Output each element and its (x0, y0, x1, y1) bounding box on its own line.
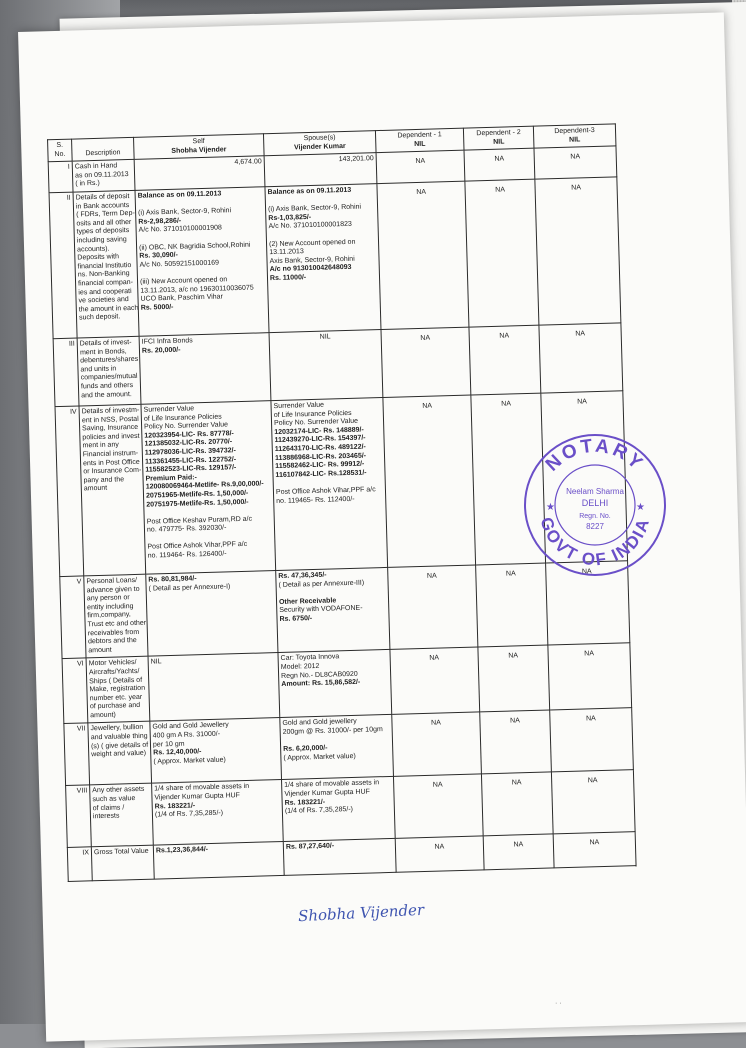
desc-line: Financial instrum- (82, 449, 139, 459)
stamp-reg: Regn. No. (579, 513, 611, 520)
self-line: NIL (150, 658, 162, 666)
desc-line: osits and all other (76, 218, 132, 228)
dep3-value: NA (584, 650, 595, 658)
desc-line: Saving, Insurance (82, 424, 139, 433)
spouse-line: 12032174-LIC- Rs. 148889/- (274, 426, 364, 436)
self-line: (i) Axis Bank, Sector-9, Rohini (138, 207, 232, 217)
self-line: 4,674.00 (234, 158, 262, 167)
self-line: 112978036-LIC-Rs. 394732/- (144, 447, 236, 457)
dep2-value: NA (513, 841, 524, 850)
spouse-line: Car: Toyota Innova (280, 653, 340, 663)
self-line: ( Approx. Market value) (153, 756, 226, 766)
cell-self (153, 842, 284, 880)
spouse-line: 112643170-LIC-Rs. 489122/- (274, 443, 366, 453)
header-dependent-2: Dependent - 2 NIL (463, 126, 534, 150)
sno-text: V (76, 578, 82, 586)
cell-dep1 (395, 836, 484, 872)
dep3-value: NA (581, 568, 592, 576)
desc-line: Aircrafts/Yachts/ (88, 667, 140, 677)
self-line: Surrender Value (143, 405, 195, 414)
sno-text: VI (76, 660, 84, 668)
self-line: 113361455-LIC-Rs. 122752/- (144, 455, 237, 466)
desc-line: funds and others (80, 381, 134, 391)
desc-line: Deposits with (77, 253, 120, 262)
desc-line: amount) (90, 711, 116, 720)
dep2-value: NA (511, 779, 522, 788)
desc-line: in Bank accounts (75, 201, 130, 211)
self-line: Rs. 183221/- (154, 802, 196, 811)
self-line: Gold and Gold Jewellery (152, 721, 229, 732)
desc-line: Details of invest- (79, 338, 132, 348)
self-line: 1/4 share of movable assets in (154, 783, 250, 794)
cell-sno (66, 785, 92, 848)
cell-self (141, 401, 276, 575)
cell-spouse (278, 650, 392, 718)
spouse-line: Policy No. Surrender Value (273, 417, 359, 428)
spouse-line: Post Office Ashok Vihar,PPF a/c (275, 486, 376, 496)
header-self: Self Shobha Vijender (134, 134, 265, 160)
desc-line: ve societies and (78, 296, 129, 305)
desc-line: ents in Post Office (83, 458, 140, 467)
spouse-line: ( Approx. Market value) (283, 752, 356, 762)
cell-dep3 (539, 323, 623, 393)
self-line: 13.11.2013, a/c no 19630110036075 (140, 284, 254, 295)
cell-dep3 (550, 708, 634, 772)
desc-line: entity including (87, 602, 134, 612)
sno-text: VIII (76, 787, 88, 796)
dep2-value: NA (494, 155, 505, 163)
desc-line: financial Institutio (77, 261, 132, 271)
dep3-value: NA (575, 330, 586, 338)
self-line: 120080069464-Metlife- Rs.9,00,000/- (145, 480, 264, 491)
spouse-line: 1/4 share of movable assets in (284, 779, 380, 790)
cell-description (73, 190, 139, 338)
stamp-top-text: NOTARY (541, 435, 649, 476)
cell-spouse (265, 184, 381, 333)
spouse-line: 13.11.2013 (269, 248, 304, 257)
desc-line: ment in any (82, 441, 119, 450)
desc-line: ns. Non-Banking (77, 270, 130, 279)
dep2-value: NA (495, 186, 506, 194)
self-line: Premium Paid:- (145, 473, 198, 483)
dep1-value: NA (416, 188, 427, 196)
self-line: Post Office Keshav Puram,RD a/c (146, 515, 253, 526)
cell-sno (62, 658, 88, 724)
spouse-line: NIL (319, 333, 331, 341)
page-mark: · · (555, 1000, 562, 1007)
spouse-line: no. 119465- Rs. 112400/- (276, 495, 355, 505)
cell-dep3 (535, 177, 621, 325)
cell-spouse (282, 777, 396, 842)
sno-text: VII (76, 725, 86, 734)
cell-spouse (276, 567, 390, 652)
spouse-line: Rs. 6,20,000/- (283, 744, 328, 754)
spouse-line: 116107842-LIC- Rs.128531/- (275, 469, 367, 479)
stamp-name: Neelam Sharma (566, 487, 624, 496)
self-line: ( Detail as per Annexure-I) (148, 582, 231, 593)
cell-dep1 (377, 181, 469, 329)
spouse-line: 200gm @ Rs. 31000/- per 10gm (282, 726, 383, 736)
desc-line: debentures/shares (80, 355, 139, 365)
self-line: 20751975-Metlife-Rs. 1,50,000/- (146, 498, 249, 509)
cell-dep1 (383, 395, 476, 567)
header-dependent-1: Dependent - 1 NIL (375, 128, 464, 153)
desc-line: firm,company, (87, 611, 131, 620)
self-line: (1/4 of Rs. 7,35,285/-) (154, 809, 224, 819)
cell-dep2 (464, 148, 535, 181)
cell-description (84, 574, 148, 658)
self-line: Policy No. Surrender Value (144, 421, 229, 431)
desc-line: accounts). (77, 245, 110, 254)
desc-line: of claims / (92, 804, 125, 812)
cell-dep2 (478, 645, 550, 712)
self-line: 121385032-LIC-Rs. 20770/- (144, 438, 233, 449)
spouse-line: Other Receivable (278, 597, 337, 606)
self-line: 400 gm A Rs. 31000/- (152, 730, 221, 740)
self-line: A/c No. 371010100001908 (138, 224, 222, 235)
spouse-line: Rs. 6750/- (279, 615, 313, 623)
dep1-value: NA (431, 719, 441, 728)
cell-description (79, 404, 146, 576)
self-line: 120323954-LIC- Rs. 87778/- (144, 429, 234, 440)
dep1-value: NA (426, 572, 437, 580)
dep2-value: NA (501, 400, 512, 408)
desc-line: amount (88, 646, 112, 655)
spouse-line: (1/4 of Rs. 7,35,285/-) (284, 806, 354, 816)
desc-line: as on 09.11.2013 (74, 170, 129, 180)
self-line: 20751965-Metlife-Rs. 1,50,000/- (145, 489, 249, 500)
self-line: Balance as on 09.11.2013 (137, 190, 222, 200)
self-line: Rs. 20,000/- (141, 346, 181, 355)
signature: Shobha Vijender (297, 900, 425, 926)
stamp-star-right-icon: ★ (636, 502, 645, 513)
desc-line: the amount in each (78, 304, 139, 314)
desc-line: interests (92, 812, 120, 821)
cell-sno (67, 847, 92, 882)
cell-dep2 (481, 772, 553, 836)
cell-dep3 (548, 643, 632, 710)
dep3-value: NA (571, 184, 582, 192)
desc-line: such deposit. (78, 313, 121, 322)
cell-dep1 (376, 150, 465, 183)
spouse-line: 112439270-LIC-Rs. 154397/- (274, 434, 366, 445)
desc-line: Motor Vehicles/ (88, 659, 137, 668)
desc-line: such as value (92, 795, 136, 804)
self-line: per 10 gm (152, 740, 185, 749)
spouse-line: (i) Axis Bank, Sector-9, Rohini (267, 203, 362, 214)
cell-description (91, 846, 154, 882)
cell-self (146, 571, 278, 657)
desc-line: ( in Rs.) (75, 180, 100, 188)
spouse-line: Rs-1,03,825/- (268, 213, 312, 222)
dep3-value: NA (589, 839, 600, 847)
dep2-value: NA (505, 570, 516, 578)
dep1-value: NA (434, 843, 445, 852)
spouse-line: Axis Bank, Sector-9, Rohini (269, 255, 355, 265)
sno-text: III (68, 340, 75, 348)
self-line: Vijender Kumar Gupta HUF (154, 792, 241, 802)
cell-dep1 (392, 712, 482, 776)
spouse-line: A/c no 913010042648093 (269, 264, 352, 274)
spouse-line: 143,201.00 (338, 155, 374, 164)
self-line: (ii) OBC, NK Bagridia School,Rohini (139, 241, 251, 252)
desc-line: types of deposits (76, 227, 130, 236)
dep2-value: NA (499, 332, 510, 340)
cell-spouse (271, 397, 388, 570)
dep3-value: NA (587, 777, 598, 785)
self-line: 115582523-LIC-Rs. 129157/- (145, 464, 237, 474)
desc-line: policies and invest (82, 432, 140, 442)
notary-stamp (520, 430, 670, 580)
spouse-line: 113886968-LIC-Rs. 203465/- (274, 452, 367, 462)
cell-dep1 (390, 647, 480, 715)
header-description: Description (72, 137, 135, 161)
desc-line: weight and value) (91, 750, 147, 759)
desc-line: financial compan- (77, 278, 134, 288)
desc-line: or Insurance Com- (83, 466, 142, 476)
spouse-line: Rs. 183221/- (284, 798, 326, 807)
desc-line: ment in Bonds, (79, 347, 127, 357)
self-line: Post Office Ashok Vihar,PPF a/c (147, 541, 248, 552)
desc-line: receivables from (87, 628, 140, 637)
table-row (49, 177, 621, 339)
desc-line: Any other assets (92, 786, 145, 795)
cell-dep1 (381, 327, 471, 397)
sno-text: IV (69, 408, 77, 416)
cell-dep2 (483, 834, 554, 870)
spouse-line: A/c No. 371010100001823 (268, 221, 352, 231)
desc-line: ies and cooperati (78, 287, 132, 296)
desc-line: Personal Loans/ (86, 576, 138, 586)
spouse-line: Amount: Rs. 15,86,582/- (281, 678, 361, 689)
spouse-line: Balance as on 09.11.2013 (267, 186, 352, 197)
cell-sno (60, 576, 86, 659)
self-line: A/c No. 50592151000169 (139, 259, 220, 269)
desc-line: Ships ( Details of (89, 676, 143, 685)
self-line: IFCI Infra Bonds (141, 337, 193, 346)
dep1-value: NA (422, 402, 433, 410)
dep1-value: NA (429, 654, 440, 663)
desc-line: ( FDRs, Term Dep- (76, 210, 135, 219)
cell-spouse (280, 715, 394, 780)
desc-line: ent in NSS, Postal (81, 415, 139, 424)
cell-self (139, 333, 271, 405)
cell-sno (64, 723, 90, 786)
self-line: Rs. 30,090/- (139, 251, 178, 260)
stamp-number: 8227 (586, 522, 604, 531)
desc-line: Cash in Hand (74, 162, 118, 171)
cell-self (152, 780, 284, 846)
cell-description (88, 722, 152, 786)
desc-line: Trust etc and other (87, 619, 147, 629)
header-sno: S. No. (48, 139, 73, 162)
self-line: UCO Bank, Paschim Vihar (140, 293, 223, 303)
desc-line: and units in (80, 365, 117, 374)
dep2-value: NA (510, 717, 520, 726)
self-line: Rs.1,23,36,844/- (155, 846, 209, 855)
self-line: Rs. 5000/- (140, 303, 174, 312)
cell-spouse (264, 153, 377, 187)
desc-line: Jewellery, bullion (90, 724, 144, 733)
stamp-star-left-icon: ★ (546, 502, 555, 513)
dep1-value: NA (415, 157, 426, 166)
cell-sno (53, 338, 79, 407)
dep2-value: NA (508, 652, 519, 660)
desc-line: including saving (76, 236, 127, 245)
desc-line: debtors and the (87, 637, 137, 646)
cell-spouse (283, 839, 396, 876)
desc-line: (s) ( give details of (90, 741, 149, 750)
spouse-line: 115582462-LIC- Rs. 99912/- (275, 460, 365, 471)
cell-description (72, 160, 135, 193)
svg-text:NOTARY (542, 436, 648, 476)
dep3-value: NA (570, 153, 581, 161)
header-spouse: Spouse(s) Vijender Kumar (263, 131, 376, 156)
spouse-line: Gold and Gold jewellery (282, 718, 357, 728)
self-line: Rs. 80,81,984/- (148, 575, 197, 584)
spouse-line: Vijender Kumar Gupta HUF (284, 788, 370, 798)
dep1-value: NA (432, 781, 443, 790)
dep1-value: NA (420, 334, 431, 342)
desc-line: Details of deposit (75, 192, 130, 202)
cell-dep2 (480, 710, 552, 774)
cell-self (148, 653, 280, 722)
sno-text: I (67, 163, 70, 171)
self-line: (iii) New Account opened on (139, 276, 228, 286)
cell-dep1 (388, 565, 478, 650)
stamp-bottom-text: GOVT OF INDIA (536, 514, 654, 570)
cell-self (135, 187, 269, 337)
desc-line: and valuable thing (90, 732, 148, 742)
cell-dep3 (534, 146, 617, 179)
desc-line: and the amount. (81, 390, 132, 399)
cell-dep3 (553, 832, 636, 868)
desc-line: of purchase and (89, 702, 141, 711)
dep3-value: NA (577, 398, 588, 406)
spouse-line: Rs. 87,27,640/- (285, 843, 335, 852)
spouse-line: Surrender Value (273, 401, 325, 411)
desc-line: Details of investm- (81, 406, 140, 416)
self-line: Rs-2,98,286/- (138, 217, 182, 226)
cell-description (90, 784, 154, 848)
spouse-line: Regn No.- DL8CAB0920 (281, 670, 358, 680)
self-line: no. 119464- Rs. 126400/- (147, 550, 227, 560)
cell-spouse (269, 330, 383, 401)
dep3-value: NA (585, 715, 596, 723)
spouse-line: Security with VODAFONE- (279, 605, 363, 615)
cell-self (134, 156, 265, 190)
desc-line: any person or (86, 594, 130, 603)
sno-text: II (66, 194, 71, 202)
cell-dep1 (393, 774, 483, 838)
sno-text: IX (82, 849, 90, 858)
spouse-line: (2) New Account opened on (268, 238, 356, 248)
desc-line: number etc. year (89, 693, 143, 702)
self-line: Rs. 12,40,000/- (153, 748, 202, 757)
self-line: no. 479775- Rs. 392030/- (146, 524, 227, 534)
desc-line: advance given to (86, 585, 140, 594)
cell-description (77, 336, 141, 406)
spouse-line: of Life Insurance Policies (273, 409, 352, 419)
desc-line: Make, registration (89, 684, 146, 694)
desc-line: amount (83, 485, 108, 493)
cell-dep2 (469, 325, 541, 395)
desc-line: companies/mutual (80, 373, 138, 382)
cell-description (86, 656, 150, 723)
spouse-line: Rs. 47,36,345/- (278, 571, 327, 580)
cell-self (150, 718, 282, 784)
spouse-line: Model: 2012 (280, 662, 320, 671)
header-dependent-3: Dependent-3 NIL (533, 124, 616, 148)
cell-dep2 (465, 179, 539, 327)
stamp-city: DELHI (581, 498, 609, 508)
desc-line: Gross Total Value (93, 848, 149, 857)
spouse-line: Rs. 11000/- (269, 274, 307, 283)
desc-line: pany and the (83, 475, 125, 485)
spouse-line: ( Detail as per Annexure-III) (278, 579, 365, 589)
cell-sno (48, 161, 73, 192)
cell-dep3 (551, 770, 635, 834)
self-line: of Life Insurance Policies (143, 413, 222, 423)
